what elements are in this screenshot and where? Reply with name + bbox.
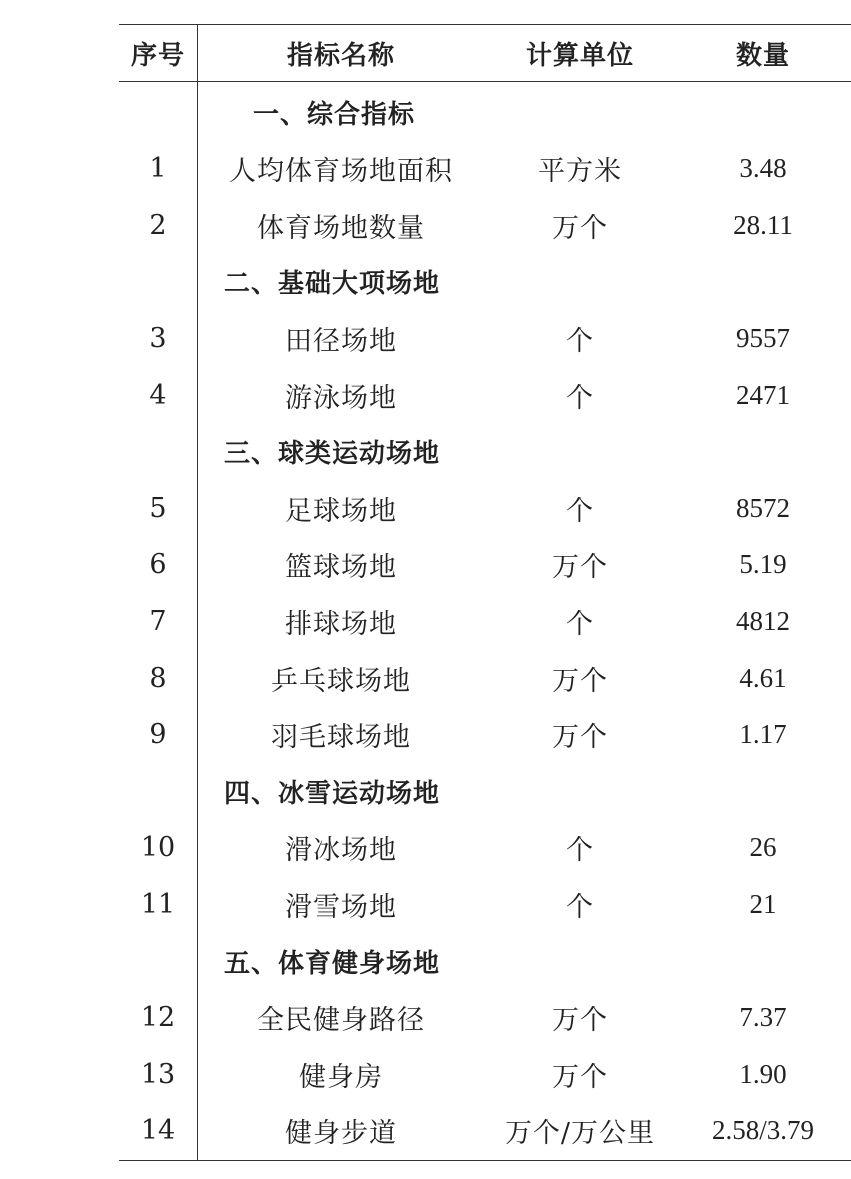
table-row xyxy=(119,310,851,366)
row-value: 28.11 xyxy=(733,209,793,240)
row-name: 田径场地 xyxy=(285,325,397,357)
row-index: 9 xyxy=(149,719,167,751)
row-name: 滑冰场地 xyxy=(285,835,397,867)
table-section-row xyxy=(119,84,851,140)
row-unit: 个 xyxy=(566,835,594,867)
row-value: 4.61 xyxy=(739,662,787,693)
row-value: 2.58/3.79 xyxy=(711,1115,814,1146)
row-index: 11 xyxy=(140,888,176,920)
row-unit: 个 xyxy=(566,495,594,527)
table-row xyxy=(119,707,851,763)
row-unit: 万个 xyxy=(552,1061,608,1093)
row-value: 8572 xyxy=(736,492,790,523)
row-value: 7.37 xyxy=(739,1002,787,1033)
row-index: 3 xyxy=(149,322,167,354)
row-value: 2471 xyxy=(736,379,790,410)
table-row xyxy=(119,1046,851,1102)
table-section-row xyxy=(119,763,851,819)
table-section-row xyxy=(119,933,851,989)
row-value: 1.90 xyxy=(739,1058,787,1089)
row-index: 6 xyxy=(149,549,167,581)
section-title: 三、球类运动场地 xyxy=(224,439,441,470)
section-title: 五、体育健身场地 xyxy=(224,948,441,979)
row-unit: 万个 xyxy=(552,722,608,754)
table-row xyxy=(119,876,851,932)
row-index: 12 xyxy=(140,1002,176,1034)
row-name: 游泳场地 xyxy=(285,382,397,414)
table-row xyxy=(119,141,851,197)
row-index: 8 xyxy=(149,662,167,694)
section-title: 二、基础大项场地 xyxy=(224,269,441,300)
header-index: 序号 xyxy=(130,40,185,71)
row-index: 1 xyxy=(149,153,167,185)
table-row xyxy=(119,480,851,536)
table-row xyxy=(119,650,851,706)
row-value: 9557 xyxy=(736,322,790,353)
table-row xyxy=(119,990,851,1046)
table-row xyxy=(119,367,851,423)
row-unit: 万个 xyxy=(552,1005,608,1037)
row-index: 7 xyxy=(149,605,167,637)
row-name: 羽毛球场地 xyxy=(271,722,411,754)
header-name: 指标名称 xyxy=(286,40,395,71)
row-name: 全民健身路径 xyxy=(257,1005,425,1037)
row-value: 21 xyxy=(749,888,777,919)
row-name: 乒乓球场地 xyxy=(271,665,411,697)
row-unit: 平方米 xyxy=(538,156,622,188)
row-name: 排球场地 xyxy=(285,608,397,640)
row-unit: 个 xyxy=(566,608,594,640)
row-name: 篮球场地 xyxy=(285,552,397,584)
row-value: 1.17 xyxy=(739,719,787,750)
row-name: 足球场地 xyxy=(285,495,397,527)
table-row xyxy=(119,1103,851,1159)
row-unit: 万个/万公里 xyxy=(504,1118,656,1150)
row-index: 14 xyxy=(140,1115,176,1147)
row-name: 体育场地数量 xyxy=(257,212,425,244)
row-name: 健身房 xyxy=(299,1061,383,1093)
row-index: 13 xyxy=(140,1058,176,1090)
row-name: 健身步道 xyxy=(285,1118,397,1150)
row-index: 2 xyxy=(149,209,167,241)
row-unit: 个 xyxy=(566,325,594,357)
row-index: 5 xyxy=(149,492,167,524)
row-unit: 万个 xyxy=(552,665,608,697)
row-value: 4812 xyxy=(736,605,790,636)
header-value: 数量 xyxy=(735,40,790,71)
table-header-row xyxy=(119,25,851,81)
table-row xyxy=(119,593,851,649)
row-value: 3.48 xyxy=(739,153,787,184)
table-row xyxy=(119,537,851,593)
row-index: 10 xyxy=(140,832,176,864)
header-unit: 计算单位 xyxy=(525,40,634,71)
table-row xyxy=(119,820,851,876)
row-name: 人均体育场地面积 xyxy=(229,156,453,188)
row-name: 滑雪场地 xyxy=(285,891,397,923)
row-value: 5.19 xyxy=(739,549,787,580)
row-unit: 万个 xyxy=(552,212,608,244)
table-section-row xyxy=(119,424,851,480)
row-index: 4 xyxy=(149,379,167,411)
table-header-rule xyxy=(119,81,851,82)
table-section-row xyxy=(119,254,851,310)
table-bottom-rule xyxy=(119,1160,851,1161)
row-unit: 个 xyxy=(566,891,594,923)
table-row xyxy=(119,197,851,253)
row-unit: 万个 xyxy=(552,552,608,584)
section-title: 一、综合指标 xyxy=(253,99,416,130)
row-unit: 个 xyxy=(566,382,594,414)
row-value: 26 xyxy=(749,832,777,863)
section-title: 四、冰雪运动场地 xyxy=(224,778,441,809)
